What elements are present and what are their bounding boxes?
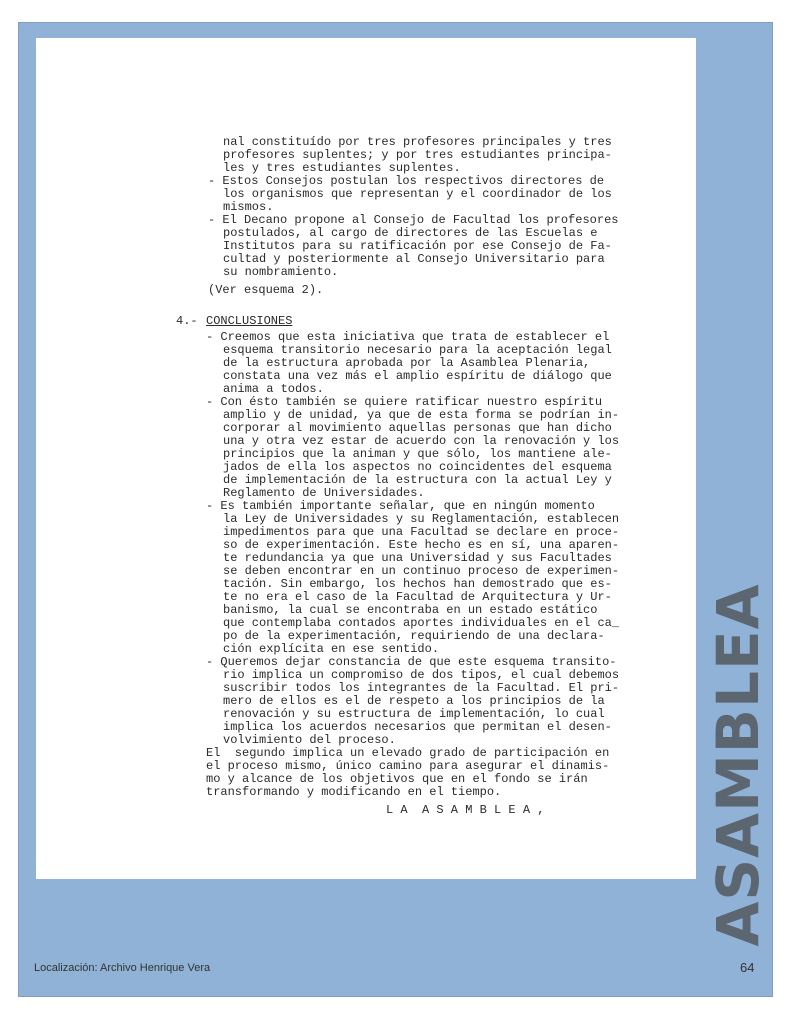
page-number: 64 (740, 960, 755, 975)
text-line: El segundo implica un elevado grado de participación en (206, 746, 610, 760)
text-line: la Ley de Universidades y su Reglamentación, establecen (223, 512, 620, 526)
section-number: 4.- (176, 314, 198, 328)
text-line: de la estructura aprobada por la Asamblea Plenaria, (223, 356, 591, 370)
ver-esquema: (Ver esquema 2). (208, 283, 324, 297)
signature: L A A S A M B L E A , (386, 803, 545, 817)
text-line: - Con ésto también se quiere ratificar nuestro espíritu (206, 395, 603, 409)
text-line: impedimentos para que una Facultad se declare en proce- (223, 525, 620, 539)
text-line: jados de ella los aspectos no coincidentes del esquema (223, 460, 612, 474)
text-line: amplio y de unidad, ya que de esta forma se podrían in- (223, 408, 620, 422)
text-line: tación. Sin embargo, los hechos han demostrado que es- (223, 577, 612, 591)
text-line: implica los acuerdos necesarios que permitan el desen- (223, 720, 612, 734)
text-line: constata una vez más el amplio espíritu de diálogo que (223, 369, 612, 383)
text-line: mo y alcance de los objetivos que en el fondo se irán (206, 772, 588, 786)
side-title-text: ASAMBLEA (704, 583, 772, 947)
text-line: - El Decano propone al Consejo de Facultad los profesores (208, 213, 619, 227)
text-line: esquema transitorio necesario para la aceptación legal (223, 343, 612, 357)
text-line: - Queremos dejar constancia de que este esquema transito- (206, 655, 617, 669)
text-line: te redundancia ya que una Universidad y sus Facultades (223, 551, 612, 565)
text-line: renovación y su estructura de implementación, lo cual (223, 707, 605, 721)
text-line: de implementación de la estructura con la actual Ley y (223, 473, 612, 487)
section-title: CONCLUSIONES (206, 314, 293, 328)
text-line: los organismos que representan y el coordinador de los (223, 187, 612, 201)
text-line: - Es también importante señalar, que en ningún momento (206, 499, 595, 513)
text-line: volvimiento del proceso. (223, 733, 396, 747)
document-sheet (36, 38, 696, 879)
text-line: les y tres estudiantes suplentes. (223, 161, 461, 175)
text-line: te no era el caso de la Facultad de Arquitectura y Ur- (223, 590, 612, 604)
text-line: principios que la animan y que sólo, los mantiene ale- (223, 447, 612, 461)
text-line: anima a todos. (223, 382, 324, 396)
text-line: suscribir todos los integrantes de la Facultad. El pri- (223, 681, 620, 695)
text-line: po de la experimentación, requiriendo de una declara- (223, 629, 605, 643)
text-line: postulados, al cargo de directores de las Escuelas e (223, 226, 598, 240)
text-line: nal constituído por tres profesores principales y tres (223, 135, 612, 149)
text-line: cultad y posteriormente al Consejo Universitario para (223, 252, 605, 266)
text-line: mismos. (223, 200, 274, 214)
text-line: su nombramiento. (223, 265, 339, 279)
text-line: Institutos para su ratificación por ese Consejo de Fa- (223, 239, 612, 253)
footer-location: Localización: Archivo Henrique Vera (34, 962, 211, 974)
text-line: so de experimentación. Este hecho es en sí, una aparen- (223, 538, 620, 552)
text-line: - Estos Consejos postulan los respectivos directores de (208, 174, 605, 188)
text-line: mero de ellos es el de respeto a los principios de la (223, 694, 605, 708)
text-line: se deben encontrar en un continuo proceso de experimen- (223, 564, 620, 578)
text-line: el proceso mismo, único camino para asegurar el dinamis- (206, 759, 610, 773)
text-line: - Creemos que esta iniciativa que trata de establecer el (206, 330, 610, 344)
text-line: Reglamento de Universidades. (223, 486, 425, 500)
text-line: rio implica un compromiso de dos tipos, el cual debemos (223, 668, 620, 682)
side-title (703, 583, 773, 947)
text-line: que contemplaba contados aportes individuales en el ca_ (223, 616, 620, 630)
text-line: corporar al movimiento aquellas personas que han dicho (223, 421, 612, 435)
text-line: banismo, la cual se encontraba en un estado estático (223, 603, 598, 617)
text-line: ción explícita en ese sentido. (223, 642, 440, 656)
text-line: una y otra vez estar de acuerdo con la renovación y los (223, 434, 620, 448)
text-line: transformando y modificando en el tiempo. (206, 785, 502, 799)
text-line: profesores suplentes; y por tres estudiantes principa- (223, 148, 612, 162)
